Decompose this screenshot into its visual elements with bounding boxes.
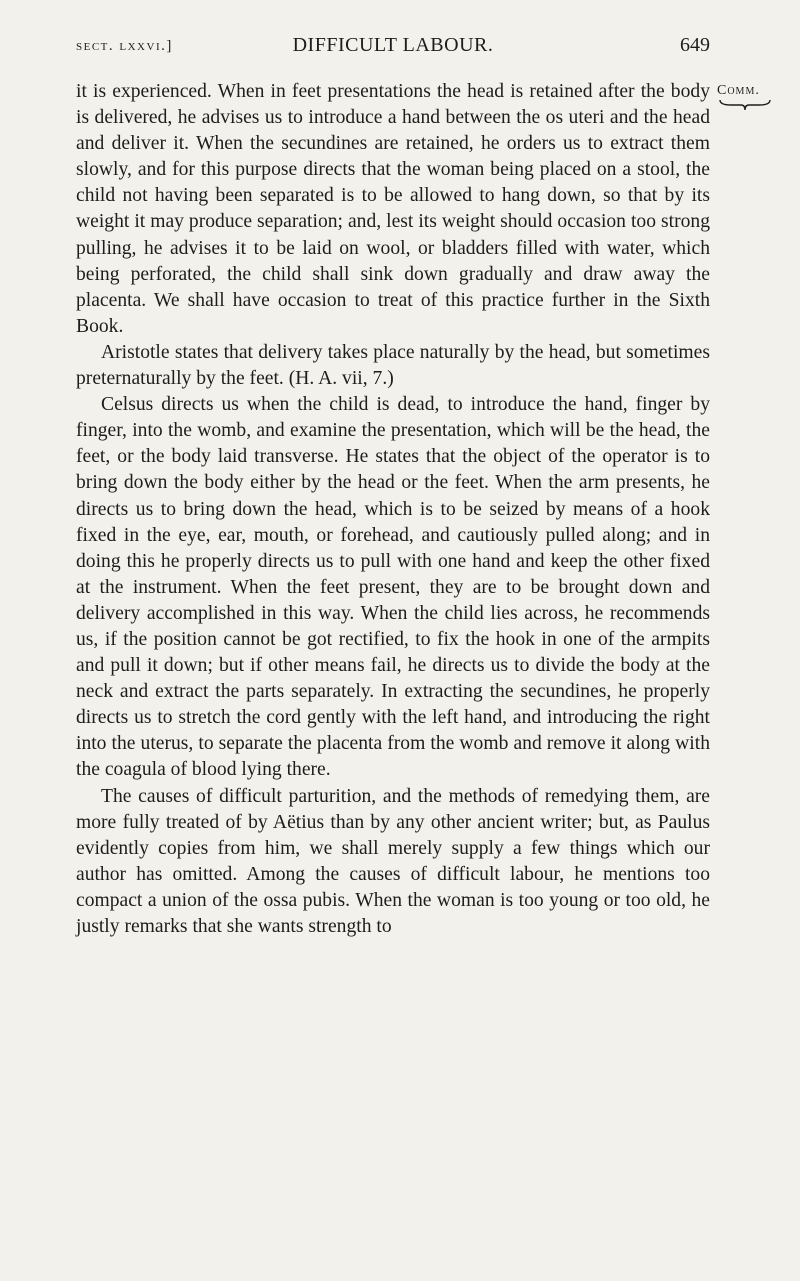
paragraph: Celsus directs us when the child is dead, to introduce the hand, finger by finger, into the womb, and examine the presentation, which will be the head, the feet, or the body laid transverse. He states that the object of the operator is to bring down the body either by the head or the feet. When the arm presents, he directs us to bring down the head, which is to be seized by means of a hook fixed in the eye, ear, mouth, or forehead, and cautiously pulled along; and in doing this he properly directs us to pull with one hand and keep the other fixed at the instrument. When the feet present, they are to be brought down and delivery accomplished in this way. When the child lies across, he recommends us, if the position cannot be got rectified, to fix the hook in one of the armpits and pull it down; but if other means fail, he directs us to divide the body at the neck and extract the parts separately. In extracting the secundines, he properly directs us to stretch the cord gently with the left hand, and introducing the right into the uterus, to separate the placenta from the womb and remove it along with the coagula of blood lying there. [76,394,710,781]
running-title: DIFFICULT LABOUR. [292,34,494,56]
brace-icon [719,98,771,112]
margin-note-label: Comm. [717,83,760,98]
paragraph: The causes of difficult parturition, and the methods of remedying them, are more fully treated of by Aëtius than by any other ancient writer; but, as Paulus evidently copies from him, we shall merely supply a few things which our author has omitted. Among the causes of difficult labour, he mentions too compact a union of the ossa pubis. When the woman is too young or too old, he justly remarks that she wants strength to [76,785,710,937]
section-reference: sect. lxxvi.] [76,38,173,54]
paragraph: Aristotle states that delivery takes place naturally by the head, but sometimes preternaturally by the feet. (H. A. vii, 7.) [76,341,710,390]
running-header [76,34,710,62]
paragraph: it is experienced. When in feet presentations the head is retained after the body is delivered, he advises us to introduce a hand between the os uteri and the head and deliver it. When the secundines are retained, he orders us to extract them slowly, and for this purpose directs that the woman being placed on a stool, the child not having been separated is to be allowed to hang down, so that by its weight it may produce separation; and, lest its weight should occasion too strong pulling, he advises it to be laid on wool, or bladders filled with water, which being perforated, the child shall sink down gradually and draw away the placenta. We shall have occasion to treat of this practice further in the Sixth Book. [76,81,710,337]
page-number: 649 [680,34,710,56]
margin-note [717,83,797,112]
body-text [76,79,710,940]
